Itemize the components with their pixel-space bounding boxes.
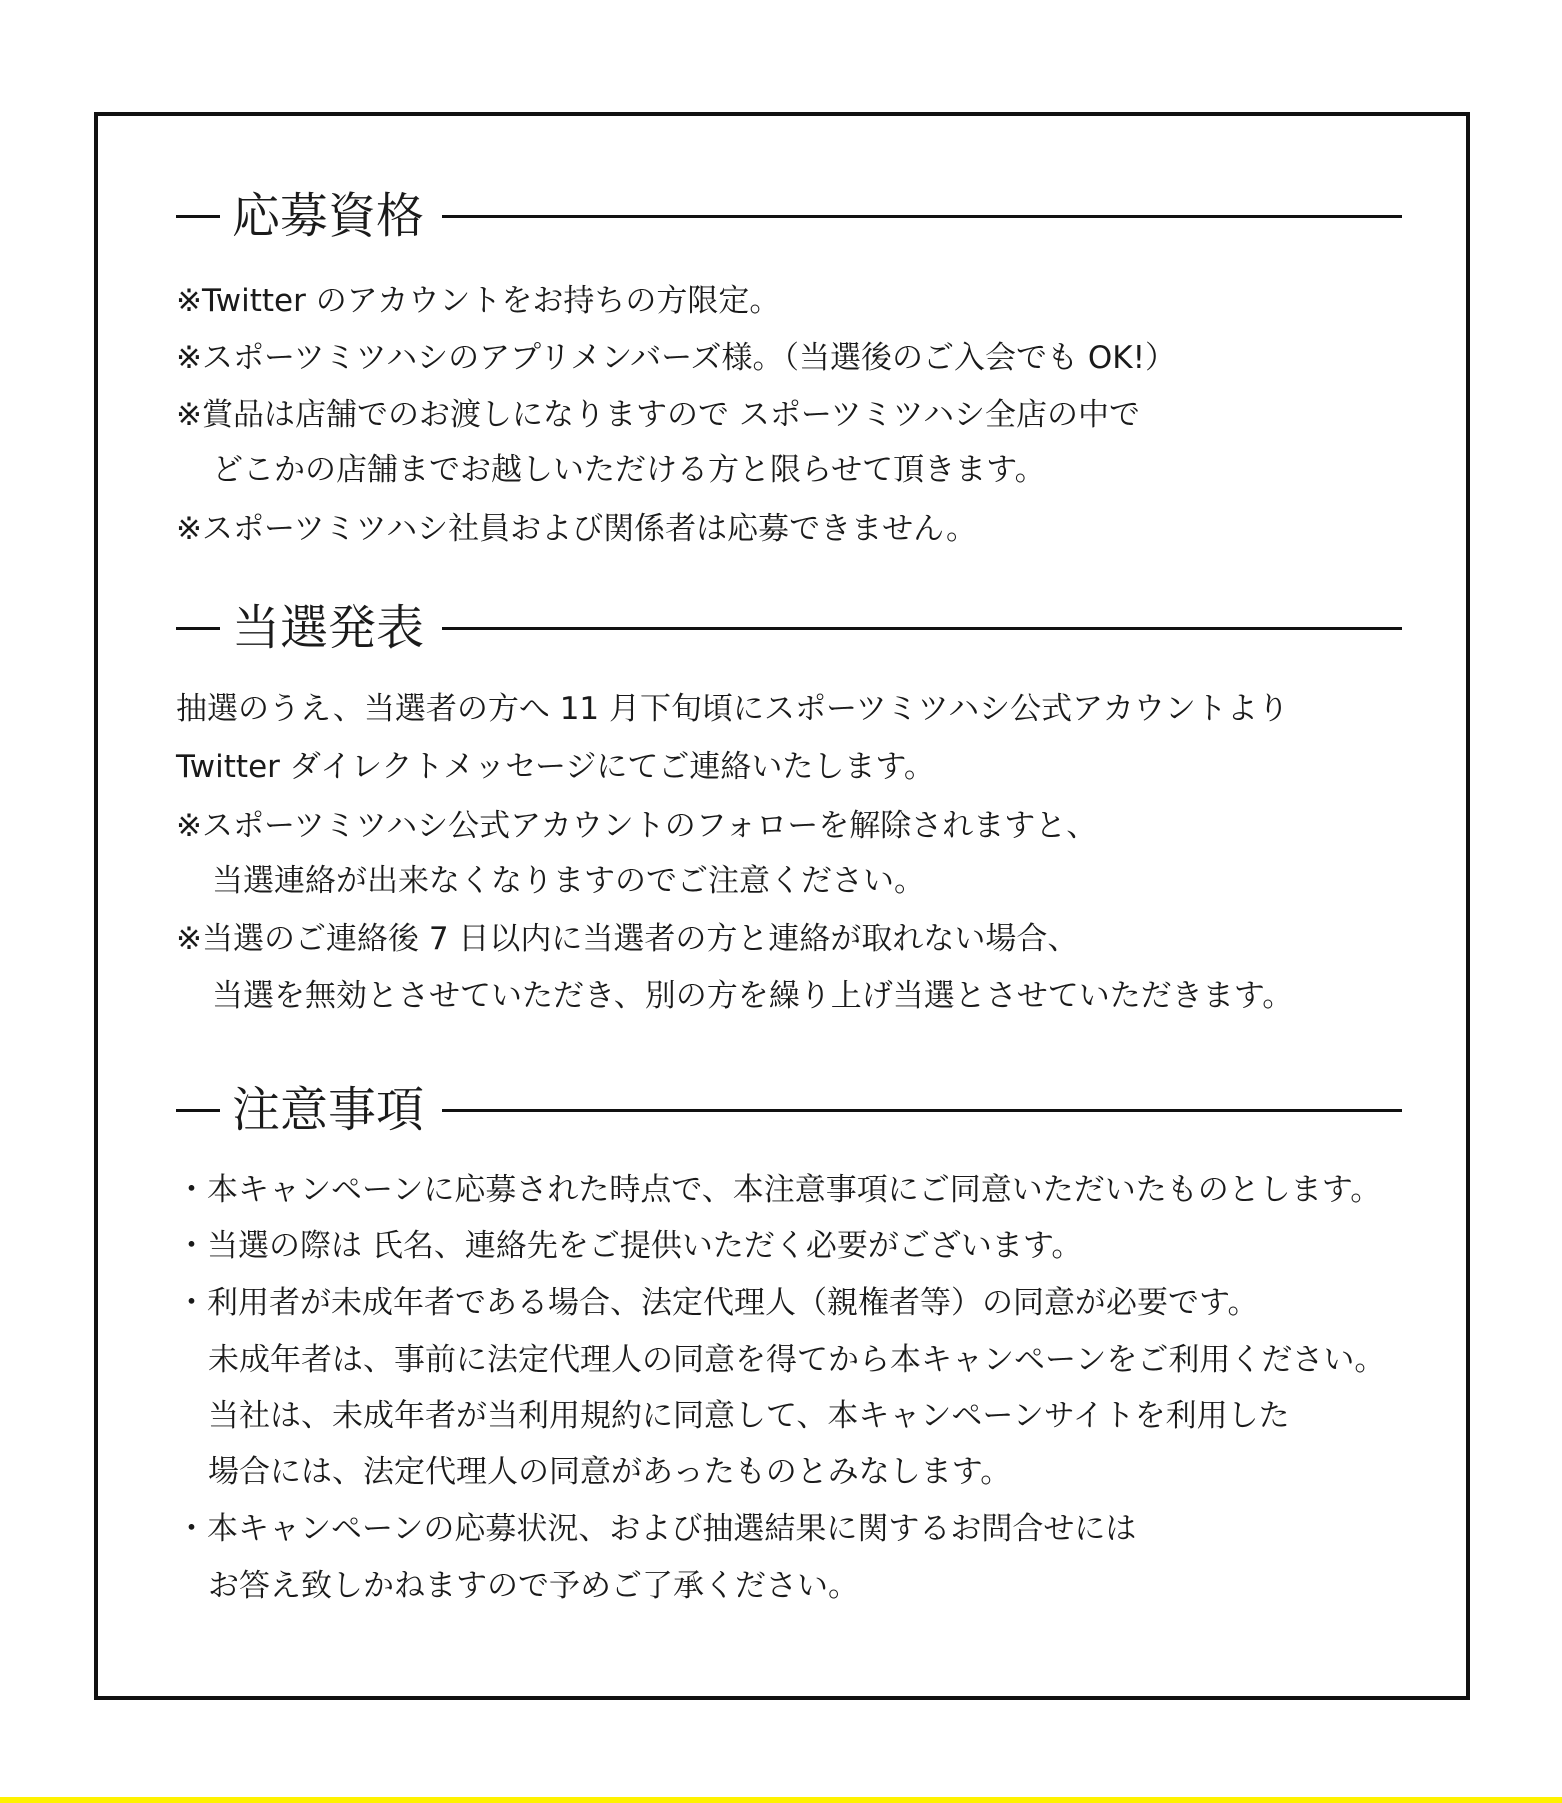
notes-line: ・本キャンペーンに応募された時点で、本注意事項にご同意いただいたものとします。 [176,1172,1382,1208]
announcement-line: ※当選のご連絡後 7 日以内に当選者の方と連絡が取れない場合、 [176,921,1079,957]
heading-dash [176,215,220,218]
heading-rule [442,215,1402,218]
eligibility-line: ※賞品は店舗でのお渡しになりますので スポーツミツハシ全店の中で [176,397,1140,433]
eligibility-title: 応募資格 [232,188,425,244]
notes-title: 注意事項 [232,1082,425,1138]
eligibility-line: ※Twitter のアカウントをお持ちの方限定。 [176,283,781,319]
eligibility-line: ※スポーツミツハシ社員および関係者は応募できません。 [176,511,977,547]
notes-line: ・本キャンペーンの応募状況、および抽選結果に関するお問合せには [176,1511,1137,1547]
accent-bar [0,1797,1562,1803]
notes-line: 場合には、法定代理人の同意があったものとみなします。 [208,1454,1012,1490]
notes-line: 未成年者は、事前に法定代理人の同意を得てから本キャンペーンをご利用ください。 [208,1342,1386,1378]
notes-line: ・利用者が未成年者である場合、法定代理人（親権者等）の同意が必要です。 [176,1285,1259,1321]
notes-line: お答え致しかねますので予めご了承ください。 [208,1568,859,1604]
announcement-title: 当選発表 [232,600,425,656]
heading-rule [442,1109,1402,1112]
heading-dash [176,627,220,630]
eligibility-heading [176,184,1402,248]
announcement-line: Twitter ダイレクトメッセージにてご連絡いたします。 [176,749,935,785]
announcement-line: 抽選のうえ、当選者の方へ 11 月下旬頃にスポーツミツハシ公式アカウントより [176,691,1289,727]
heading-dash [176,1109,220,1112]
notes-heading [176,1078,1402,1142]
eligibility-line: どこかの店舗までお越しいただける方と限らせて頂きます。 [212,452,1046,488]
notes-line: ・当選の際は 氏名、連絡先をご提供いただく必要がございます。 [176,1228,1083,1264]
announcement-line: ※スポーツミツハシ公式アカウントのフォローを解除されますと、 [176,808,1098,844]
eligibility-line: ※スポーツミツハシのアプリメンバーズ様。（当選後のご入会でも OK!） [176,340,1177,376]
heading-rule [442,627,1402,630]
announcement-line: 当選を無効とさせていただき、別の方を繰り上げ当選とさせていただきます。 [212,978,1294,1014]
announcement-heading [176,596,1402,660]
notes-line: 当社は、未成年者が当利用規約に同意して、本キャンペーンサイトを利用した [208,1398,1290,1434]
announcement-line: 当選連絡が出来なくなりますのでご注意ください。 [212,863,925,899]
